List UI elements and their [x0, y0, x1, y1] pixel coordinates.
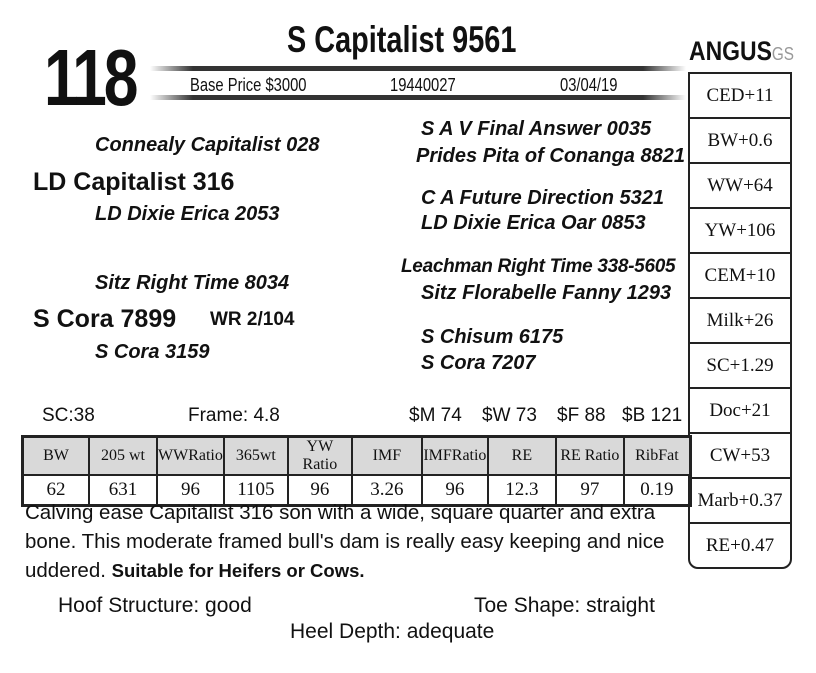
breed-logo	[689, 36, 794, 67]
cell-ww-ratio: 96	[157, 475, 224, 506]
index-w: $W 73	[482, 405, 537, 426]
base-price: Base Price $3000	[190, 75, 307, 95]
epd-column	[688, 72, 792, 569]
info-bar-top-stripe	[150, 66, 686, 71]
registration-number: 19440027	[390, 75, 456, 95]
col-header: 205 wt	[89, 437, 157, 476]
performance-header-row	[23, 437, 691, 476]
epd-milk: Milk+26	[690, 299, 790, 344]
cell-re: 12.3	[488, 475, 556, 506]
sire-dam: LD Dixie Erica 2053	[95, 203, 280, 225]
cell-yw-ratio: 96	[288, 475, 352, 506]
cell-bw: 62	[23, 475, 90, 506]
info-bar	[150, 66, 686, 100]
sire: LD Capitalist 316	[33, 168, 235, 196]
ss-dam: Prides Pita of Conanga 8821	[416, 145, 685, 167]
col-header: WWRatio	[157, 437, 224, 476]
index-b: $B 121	[622, 405, 683, 426]
birth-date: 03/04/19	[560, 75, 618, 95]
col-header: RE Ratio	[556, 437, 624, 476]
sire-sire: Connealy Capitalist 028	[95, 134, 320, 156]
sd-dam: LD Dixie Erica Oar 0853	[421, 212, 646, 234]
dam-weaning-record: WR 2/104	[210, 309, 295, 330]
dam-dam: S Cora 3159	[95, 341, 210, 363]
epd-re: RE+0.47	[705, 534, 775, 556]
scrotal-circumference: SC:38	[42, 405, 95, 426]
performance-table	[21, 435, 692, 507]
description	[25, 498, 665, 585]
epd-bw: BW+0.6	[690, 119, 790, 164]
col-header: RibFat	[624, 437, 691, 476]
ds-dam: Sitz Florabelle Fanny 1293	[421, 282, 672, 304]
toe-shape: Toe Shape: straight	[474, 594, 655, 617]
epd-sc: SC+1.29	[690, 344, 790, 389]
col-header: RE	[488, 437, 556, 476]
animal-name: S Capitalist 9561	[287, 19, 517, 60]
epd-ww: WW+64	[690, 164, 790, 209]
cell-365wt: 1105	[224, 475, 288, 506]
cell-re-ratio: 97	[556, 475, 624, 506]
sd-sire: C A Future Direction 5321	[421, 187, 665, 209]
epd-cem: CEM+10	[690, 254, 790, 299]
cell-205wt: 631	[89, 475, 157, 506]
epd-yw: YW+106	[690, 209, 790, 254]
lot-number: 118	[44, 33, 136, 122]
dam: S Cora 7899	[33, 305, 177, 333]
dam-sire: Sitz Right Time 8034	[95, 272, 290, 294]
ds-sire: Leachman Right Time 338-5605	[401, 256, 676, 277]
description-text: Calving ease Capitalist 316 son with a wide, square quarter and extra bone. This moderate framed bull's dam is really easy keeping and nice uddered.	[25, 501, 665, 582]
cell-imf: 3.26	[352, 475, 422, 506]
index-m: $M 74	[409, 405, 462, 426]
description-recommendation: Suitable for Heifers or Cows.	[111, 560, 365, 581]
cell-imf-ratio: 96	[422, 475, 488, 506]
col-header: YW Ratio	[288, 437, 352, 476]
epd-ced: CED+11	[690, 74, 790, 119]
cell-rib-fat: 0.19	[624, 475, 691, 506]
epd-doc: Doc+21	[690, 389, 790, 434]
heel-depth: Heel Depth: adequate	[290, 620, 495, 643]
hoof-structure: Hoof Structure: good	[58, 594, 252, 617]
col-header: IMFRatio	[422, 437, 488, 476]
dd-sire: S Chisum 6175	[421, 326, 564, 348]
brand-suffix: GS	[771, 44, 795, 64]
col-header: BW	[23, 437, 90, 476]
epd-marb: Marb+0.37	[690, 479, 790, 524]
index-f: $F 88	[557, 405, 606, 426]
ss-sire: S A V Final Answer 0035	[421, 118, 652, 140]
frame-score: Frame: 4.8	[188, 405, 280, 426]
epd-cw: CW+53	[690, 434, 790, 479]
info-bar-bottom-stripe	[150, 95, 686, 100]
dd-dam: S Cora 7207	[421, 352, 536, 374]
col-header: 365wt	[224, 437, 288, 476]
brand-main: ANGUS	[689, 36, 772, 66]
col-header: IMF	[352, 437, 422, 476]
